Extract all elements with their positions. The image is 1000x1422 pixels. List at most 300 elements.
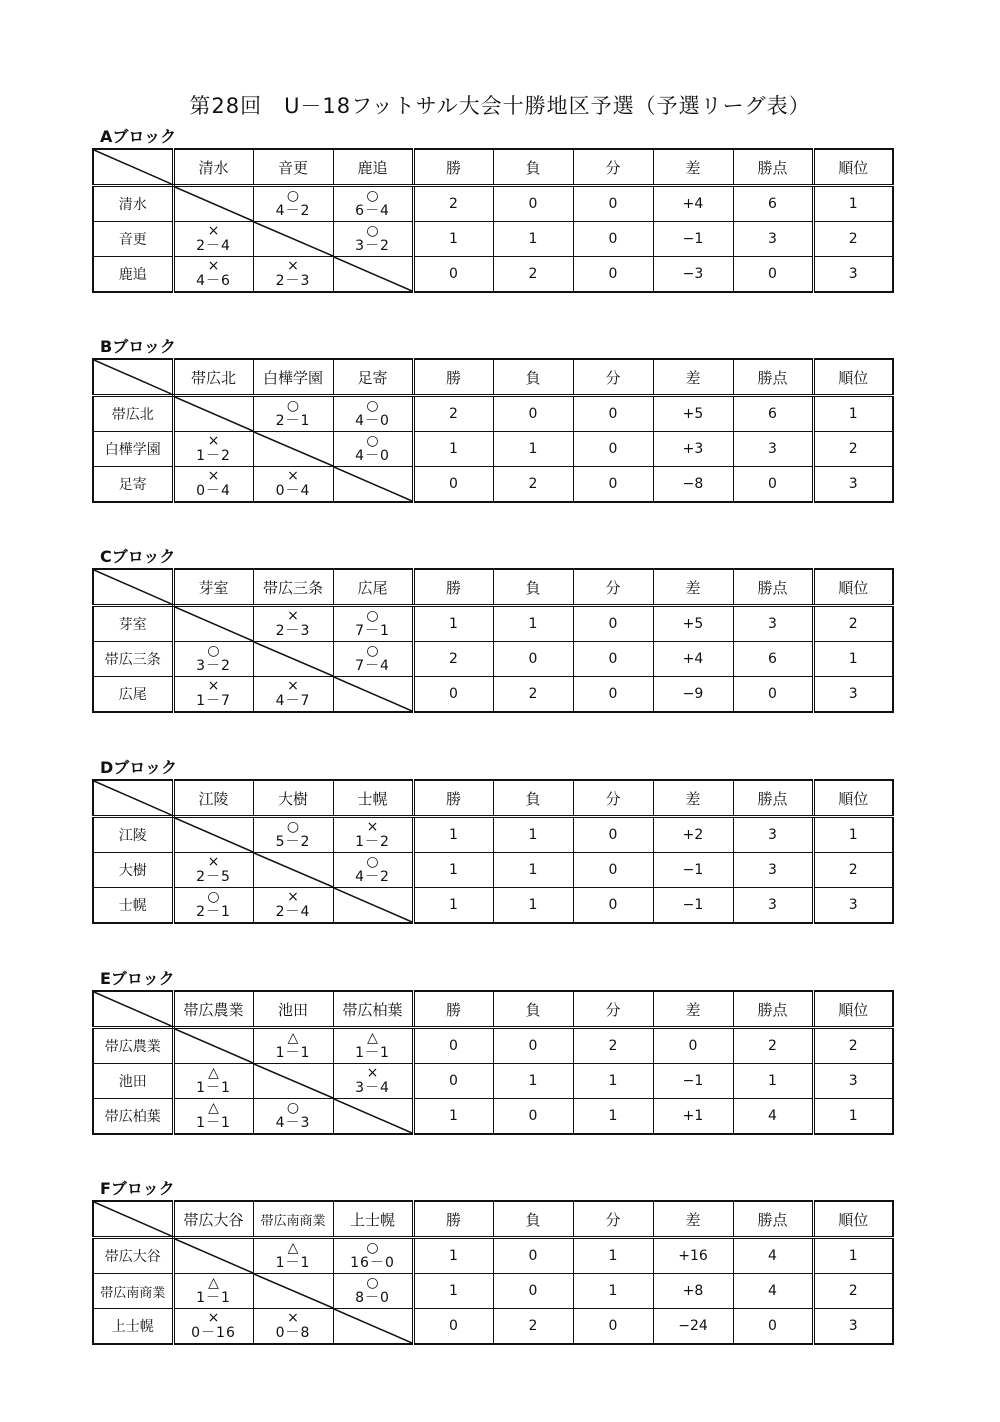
- table-row: [93, 817, 893, 853]
- stat-value: 1: [573, 1099, 653, 1135]
- match-score: 4－2: [275, 203, 311, 219]
- stat-value: 1: [813, 817, 893, 853]
- match-score: 2－4: [275, 904, 311, 920]
- league-block: [92, 336, 894, 503]
- column-team-name: 帯広三条: [253, 569, 333, 606]
- match-score: 1－1: [355, 1045, 390, 1061]
- league-table: [92, 1200, 894, 1345]
- table-row: [93, 257, 893, 293]
- row-team-name: 江陵: [93, 817, 173, 853]
- result-mark: ×: [207, 854, 220, 870]
- column-team-name: 士幌: [333, 780, 413, 817]
- stat-value: 3: [813, 1064, 893, 1099]
- stat-value: 0: [493, 1028, 573, 1064]
- column-team-name: 池田: [253, 991, 333, 1028]
- stat-value: 0: [573, 888, 653, 924]
- match-result-cell: [253, 257, 333, 293]
- corner-cell: [93, 780, 173, 817]
- header-row: [93, 1201, 893, 1238]
- stat-value: 1: [493, 432, 573, 467]
- stat-value: 0: [573, 606, 653, 642]
- block-label: Eブロック: [100, 969, 175, 988]
- match-result-cell: [333, 1064, 413, 1099]
- stat-value: −1: [653, 853, 733, 888]
- block-label: Dブロック: [100, 758, 177, 777]
- match-score: 4－6: [196, 273, 231, 289]
- self-match-cell: [253, 432, 333, 467]
- match-result-cell: [253, 1309, 333, 1345]
- match-score: 4－0: [355, 448, 390, 464]
- result-mark: ○: [366, 433, 379, 449]
- stat-value: 3: [733, 606, 813, 642]
- stat-value: 3: [813, 467, 893, 503]
- table-row: [93, 1238, 893, 1274]
- self-match-cell: [173, 1238, 253, 1274]
- table-row: [93, 642, 893, 677]
- self-match-cell: [253, 222, 333, 257]
- match-result-cell: [173, 677, 253, 713]
- stat-value: 0: [573, 467, 653, 503]
- match-score: 0－4: [196, 483, 231, 499]
- stat-value: +5: [653, 606, 733, 642]
- column-team-name: 大樹: [253, 780, 333, 817]
- stat-value: 4: [733, 1274, 813, 1309]
- stat-value: 1: [413, 222, 493, 257]
- match-score: 8－0: [355, 1290, 390, 1306]
- table-row: [93, 853, 893, 888]
- self-match-cell: [253, 853, 333, 888]
- stat-value: 0: [413, 1309, 493, 1345]
- row-team-name: 鹿追: [93, 257, 173, 293]
- stat-value: 0: [493, 1099, 573, 1135]
- stat-header: 差: [653, 359, 733, 396]
- stat-value: +8: [653, 1274, 733, 1309]
- match-score: 0－8: [275, 1325, 311, 1341]
- stat-value: 6: [733, 642, 813, 677]
- match-score: 1－1: [196, 1080, 231, 1096]
- result-mark: ○: [286, 1100, 300, 1116]
- row-team-name: 池田: [93, 1064, 173, 1099]
- stat-header: 順位: [813, 149, 893, 186]
- result-mark: ×: [207, 678, 220, 694]
- table-row: [93, 1099, 893, 1135]
- match-result-cell: [253, 1238, 333, 1274]
- stat-value: 1: [573, 1238, 653, 1274]
- stat-header: 勝: [413, 991, 493, 1028]
- match-result-cell: [173, 257, 253, 293]
- match-result-cell: [173, 888, 253, 924]
- stat-value: 2: [493, 257, 573, 293]
- match-score: 1－7: [196, 693, 231, 709]
- stat-value: 0: [653, 1028, 733, 1064]
- stat-value: 0: [573, 222, 653, 257]
- result-mark: ○: [366, 398, 379, 414]
- table-row: [93, 677, 893, 713]
- stat-value: +3: [653, 432, 733, 467]
- match-result-cell: [253, 817, 333, 853]
- row-team-name: 清水: [93, 186, 173, 222]
- table-row: [93, 1064, 893, 1099]
- stat-value: 0: [413, 467, 493, 503]
- match-score: 1－1: [275, 1045, 311, 1061]
- stat-value: 2: [733, 1028, 813, 1064]
- stat-value: −1: [653, 1064, 733, 1099]
- result-mark: ○: [366, 223, 379, 239]
- result-mark: ○: [366, 854, 379, 870]
- match-result-cell: [333, 432, 413, 467]
- match-score: 2－3: [275, 623, 311, 639]
- row-team-name: 帯広南商業: [93, 1274, 173, 1309]
- stat-value: −24: [653, 1309, 733, 1345]
- stat-value: 0: [573, 432, 653, 467]
- stat-value: 2: [813, 1028, 893, 1064]
- match-result-cell: [173, 1309, 253, 1345]
- stat-value: 1: [573, 1274, 653, 1309]
- stat-value: +5: [653, 396, 733, 432]
- match-result-cell: [253, 888, 333, 924]
- result-mark: ○: [366, 643, 379, 659]
- result-mark: △: [208, 1275, 219, 1291]
- league-table: [92, 568, 894, 713]
- match-result-cell: [173, 222, 253, 257]
- result-mark: ○: [207, 889, 220, 905]
- match-score: 1－1: [275, 1255, 311, 1271]
- result-mark: △: [208, 1065, 219, 1081]
- stat-value: 0: [413, 1028, 493, 1064]
- stat-header: 勝: [413, 569, 493, 606]
- league-table: [92, 990, 894, 1135]
- match-result-cell: [173, 1064, 253, 1099]
- stat-value: 1: [413, 853, 493, 888]
- stat-value: 3: [733, 853, 813, 888]
- row-team-name: 足寄: [93, 467, 173, 503]
- row-team-name: 帯広大谷: [93, 1238, 173, 1274]
- league-table: [92, 779, 894, 924]
- self-match-cell: [253, 1274, 333, 1309]
- stat-header: 負: [493, 1201, 573, 1238]
- stat-value: 6: [733, 396, 813, 432]
- stat-value: 1: [413, 606, 493, 642]
- match-result-cell: [253, 396, 333, 432]
- self-match-cell: [333, 677, 413, 713]
- match-result-cell: [253, 606, 333, 642]
- header-row: [93, 359, 893, 396]
- match-score: 7－4: [355, 658, 390, 674]
- match-result-cell: [173, 1274, 253, 1309]
- result-mark: ×: [366, 819, 379, 835]
- stat-value: 1: [413, 432, 493, 467]
- result-mark: ×: [207, 258, 220, 274]
- match-result-cell: [333, 606, 413, 642]
- result-mark: ×: [287, 678, 299, 694]
- stat-value: +4: [653, 642, 733, 677]
- header-row: [93, 149, 893, 186]
- result-mark: △: [287, 1030, 299, 1046]
- stat-value: 3: [733, 222, 813, 257]
- match-score: 4－7: [275, 693, 311, 709]
- stat-value: 0: [573, 1309, 653, 1345]
- column-team-name: 清水: [173, 149, 253, 186]
- match-score: 7－1: [355, 623, 390, 639]
- stat-header: 分: [573, 780, 653, 817]
- stat-value: 1: [813, 642, 893, 677]
- stat-value: 0: [733, 467, 813, 503]
- stat-header: 順位: [813, 991, 893, 1028]
- table-row: [93, 1028, 893, 1064]
- stat-header: 順位: [813, 569, 893, 606]
- stat-value: 1: [413, 817, 493, 853]
- table-row: [93, 606, 893, 642]
- stat-value: 1: [573, 1064, 653, 1099]
- match-score: 4－0: [355, 413, 390, 429]
- column-team-name: 芽室: [173, 569, 253, 606]
- block-label: Aブロック: [100, 127, 177, 146]
- stat-header: 差: [653, 991, 733, 1028]
- match-score: 3－2: [355, 238, 390, 254]
- stat-header: 勝点: [733, 780, 813, 817]
- match-result-cell: [253, 467, 333, 503]
- stat-value: 2: [813, 1274, 893, 1309]
- column-team-name: 帯広北: [173, 359, 253, 396]
- row-team-name: 上士幌: [93, 1309, 173, 1345]
- league-block: [92, 126, 894, 293]
- stat-value: 2: [493, 467, 573, 503]
- match-score: 2－5: [196, 869, 231, 885]
- stat-value: −3: [653, 257, 733, 293]
- result-mark: ×: [207, 468, 220, 484]
- header-row: [93, 780, 893, 817]
- row-team-name: 大樹: [93, 853, 173, 888]
- self-match-cell: [333, 257, 413, 293]
- row-team-name: 芽室: [93, 606, 173, 642]
- row-team-name: 帯広柏葉: [93, 1099, 173, 1135]
- stat-header: 分: [573, 149, 653, 186]
- stat-value: 0: [413, 257, 493, 293]
- table-row: [93, 1309, 893, 1345]
- stat-value: 0: [573, 853, 653, 888]
- result-mark: ×: [207, 223, 220, 239]
- stat-header: 勝点: [733, 569, 813, 606]
- stat-value: 0: [493, 1238, 573, 1274]
- row-team-name: 広尾: [93, 677, 173, 713]
- column-team-name: 帯広南商業: [253, 1201, 333, 1238]
- column-team-name: 帯広農業: [173, 991, 253, 1028]
- column-team-name: 白樺学園: [253, 359, 333, 396]
- row-team-name: 白樺学園: [93, 432, 173, 467]
- result-mark: △: [287, 1240, 299, 1256]
- corner-cell: [93, 569, 173, 606]
- result-mark: ×: [207, 1310, 220, 1326]
- stat-header: 勝: [413, 1201, 493, 1238]
- stat-value: 3: [733, 432, 813, 467]
- column-team-name: 足寄: [333, 359, 413, 396]
- result-mark: △: [367, 1030, 378, 1046]
- self-match-cell: [333, 888, 413, 924]
- stat-header: 勝点: [733, 1201, 813, 1238]
- stat-value: +2: [653, 817, 733, 853]
- row-team-name: 帯広北: [93, 396, 173, 432]
- stat-header: 勝点: [733, 359, 813, 396]
- block-label: Cブロック: [100, 547, 176, 566]
- result-mark: ○: [286, 188, 300, 204]
- page-title: 第28回 U－18フットサル大会十勝地区予選（予選リーグ表）: [189, 94, 811, 118]
- column-team-name: 江陵: [173, 780, 253, 817]
- match-score: 16－0: [350, 1255, 395, 1271]
- league-table: [92, 358, 894, 503]
- table-row: [93, 1274, 893, 1309]
- row-team-name: 帯広三条: [93, 642, 173, 677]
- self-match-cell: [173, 1028, 253, 1064]
- stat-header: 差: [653, 569, 733, 606]
- stat-value: 2: [493, 1309, 573, 1345]
- stat-value: 3: [813, 888, 893, 924]
- stat-header: 分: [573, 569, 653, 606]
- stat-value: 0: [733, 257, 813, 293]
- stat-value: 0: [573, 817, 653, 853]
- stat-value: 2: [813, 606, 893, 642]
- stat-value: 0: [493, 1274, 573, 1309]
- table-row: [93, 222, 893, 257]
- result-mark: △: [208, 1100, 219, 1116]
- column-team-name: 鹿追: [333, 149, 413, 186]
- result-mark: ×: [287, 889, 299, 905]
- result-mark: ○: [366, 1275, 379, 1291]
- match-score: 4－2: [355, 869, 390, 885]
- stat-header: 分: [573, 991, 653, 1028]
- stat-header: 負: [493, 780, 573, 817]
- match-result-cell: [333, 186, 413, 222]
- result-mark: ○: [366, 188, 379, 204]
- result-mark: ×: [366, 1065, 379, 1081]
- stat-header: 順位: [813, 780, 893, 817]
- match-score: 1－1: [196, 1115, 231, 1131]
- stat-value: 2: [413, 396, 493, 432]
- stat-value: 3: [813, 677, 893, 713]
- stat-value: 1: [413, 1099, 493, 1135]
- row-team-name: 帯広農業: [93, 1028, 173, 1064]
- stat-value: 0: [573, 677, 653, 713]
- result-mark: ×: [287, 1310, 299, 1326]
- stat-value: 1: [813, 186, 893, 222]
- league-block: [92, 1178, 894, 1345]
- stat-value: 1: [733, 1064, 813, 1099]
- match-score: 3－2: [196, 658, 231, 674]
- match-result-cell: [333, 396, 413, 432]
- stat-value: 2: [813, 853, 893, 888]
- result-mark: ○: [366, 1240, 379, 1256]
- stat-value: 0: [573, 257, 653, 293]
- stat-value: 1: [813, 396, 893, 432]
- row-team-name: 音更: [93, 222, 173, 257]
- block-label: Bブロック: [100, 337, 176, 356]
- self-match-cell: [173, 186, 253, 222]
- stat-header: 負: [493, 149, 573, 186]
- stat-value: 1: [493, 1064, 573, 1099]
- stat-header: 負: [493, 569, 573, 606]
- stat-header: 負: [493, 359, 573, 396]
- result-mark: ○: [207, 643, 220, 659]
- table-row: [93, 467, 893, 503]
- match-result-cell: [333, 1238, 413, 1274]
- match-score: 2－4: [196, 238, 231, 254]
- stat-value: 1: [493, 222, 573, 257]
- match-result-cell: [173, 1099, 253, 1135]
- stat-value: 0: [413, 677, 493, 713]
- block-label: Fブロック: [100, 1179, 175, 1198]
- column-team-name: 上士幌: [333, 1201, 413, 1238]
- stat-value: 4: [733, 1099, 813, 1135]
- stat-value: 1: [813, 1099, 893, 1135]
- match-result-cell: [333, 222, 413, 257]
- stat-value: 0: [413, 1064, 493, 1099]
- stat-value: 1: [493, 817, 573, 853]
- stat-value: 2: [813, 222, 893, 257]
- stat-value: 0: [573, 186, 653, 222]
- match-result-cell: [253, 186, 333, 222]
- stat-value: 3: [733, 817, 813, 853]
- corner-cell: [93, 149, 173, 186]
- stat-value: −1: [653, 888, 733, 924]
- stat-value: 0: [573, 642, 653, 677]
- stat-value: 1: [413, 1274, 493, 1309]
- column-team-name: 帯広柏葉: [333, 991, 413, 1028]
- stat-value: −1: [653, 222, 733, 257]
- column-team-name: 広尾: [333, 569, 413, 606]
- stat-value: 3: [813, 1309, 893, 1345]
- stat-value: 2: [573, 1028, 653, 1064]
- league-block: [92, 757, 894, 924]
- match-result-cell: [173, 432, 253, 467]
- stat-value: 1: [493, 606, 573, 642]
- stat-value: −8: [653, 467, 733, 503]
- match-result-cell: [333, 1028, 413, 1064]
- match-score: 0－4: [275, 483, 311, 499]
- stat-value: 3: [813, 257, 893, 293]
- stat-header: 勝点: [733, 991, 813, 1028]
- stat-value: 4: [733, 1238, 813, 1274]
- league-block: [92, 546, 894, 713]
- match-result-cell: [253, 677, 333, 713]
- stat-value: 0: [493, 396, 573, 432]
- column-team-name: 音更: [253, 149, 333, 186]
- match-result-cell: [173, 853, 253, 888]
- result-mark: ×: [287, 468, 299, 484]
- self-match-cell: [173, 606, 253, 642]
- match-score: 2－1: [196, 904, 231, 920]
- stat-value: 1: [813, 1238, 893, 1274]
- stat-value: 2: [413, 186, 493, 222]
- stat-header: 差: [653, 149, 733, 186]
- self-match-cell: [333, 467, 413, 503]
- stat-header: 順位: [813, 359, 893, 396]
- stat-value: 0: [733, 1309, 813, 1345]
- stat-value: 0: [493, 642, 573, 677]
- stat-value: 2: [813, 432, 893, 467]
- stat-value: 0: [733, 677, 813, 713]
- stat-value: 2: [493, 677, 573, 713]
- stat-value: +4: [653, 186, 733, 222]
- result-mark: ○: [366, 608, 379, 624]
- result-mark: ×: [287, 258, 299, 274]
- result-mark: ×: [287, 608, 299, 624]
- stat-value: 6: [733, 186, 813, 222]
- stat-header: 勝: [413, 780, 493, 817]
- match-result-cell: [253, 1099, 333, 1135]
- table-row: [93, 888, 893, 924]
- match-score: 4－3: [275, 1115, 311, 1131]
- header-row: [93, 569, 893, 606]
- match-score: 1－1: [196, 1290, 231, 1306]
